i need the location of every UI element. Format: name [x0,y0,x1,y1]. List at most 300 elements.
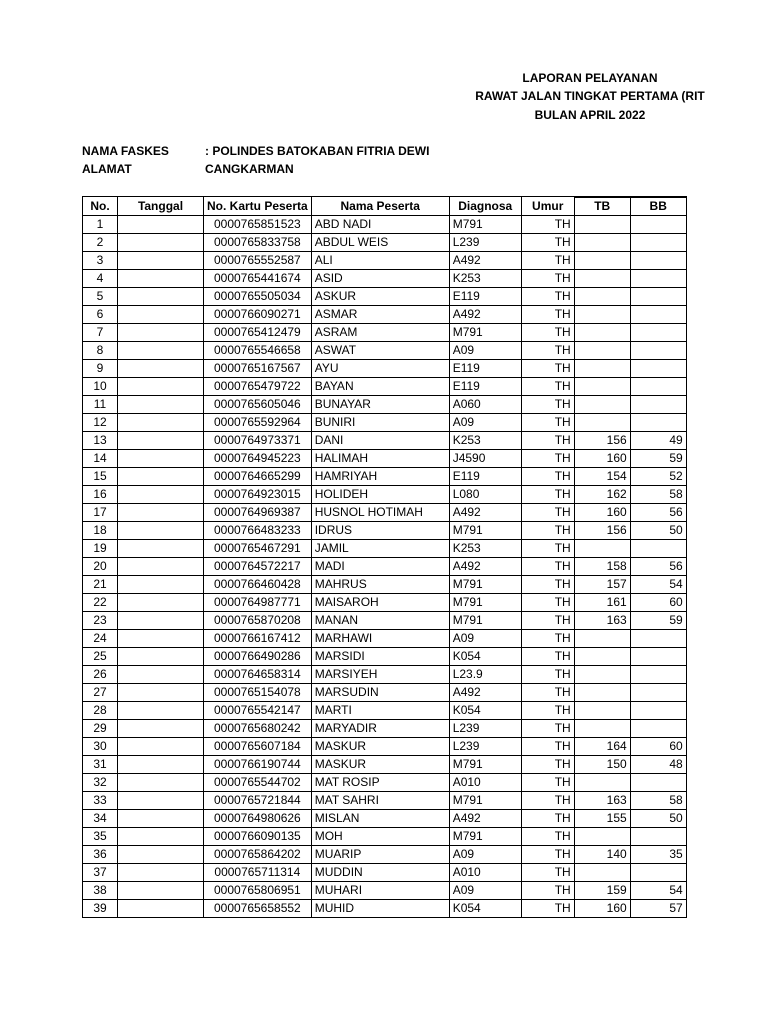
cell-nama: MARSIDI [311,648,449,666]
cell-bb [630,540,686,558]
cell-no: 14 [83,450,118,468]
cell-tb: 140 [574,846,630,864]
cell-tb [574,864,630,882]
cell-nama: DANI [311,432,449,450]
cell-diagnosa: K253 [449,432,521,450]
cell-diagnosa: M791 [449,792,521,810]
table-row [83,396,687,414]
cell-diagnosa: K054 [449,702,521,720]
cell-no: 5 [83,288,118,306]
cell-diagnosa: A010 [449,774,521,792]
cell-umur: TH [521,504,574,522]
table-row [83,342,687,360]
cell-tanggal [118,216,204,234]
cell-umur: TH [521,558,574,576]
cell-diagnosa: M791 [449,522,521,540]
cell-tb: 150 [574,756,630,774]
cell-umur: TH [521,378,574,396]
table-row [83,252,687,270]
cell-diagnosa: A09 [449,414,521,432]
cell-bb [630,720,686,738]
table-row [83,576,687,594]
cell-kartu: 0000766090271 [204,306,312,324]
cell-nama: MAT ROSIP [311,774,449,792]
cell-kartu: 0000765605046 [204,396,312,414]
cell-no: 23 [83,612,118,630]
cell-tanggal [118,558,204,576]
cell-umur: TH [521,324,574,342]
cell-kartu: 0000765870208 [204,612,312,630]
cell-tanggal [118,270,204,288]
cell-umur: TH [521,684,574,702]
cell-tanggal [118,522,204,540]
table-row [83,450,687,468]
cell-bb [630,324,686,342]
cell-nama: MARSUDIN [311,684,449,702]
cell-no: 34 [83,810,118,828]
cell-bb [630,342,686,360]
cell-nama: MISLAN [311,810,449,828]
table-row [83,630,687,648]
cell-umur: TH [521,540,574,558]
cell-bb: 58 [630,486,686,504]
cell-kartu: 0000765505034 [204,288,312,306]
cell-tanggal [118,738,204,756]
cell-bb [630,666,686,684]
cell-nama: MARHAWI [311,630,449,648]
cell-bb: 54 [630,576,686,594]
header-no: No. [83,197,118,216]
cell-tanggal [118,342,204,360]
alamat-value: CANGKARMAN [205,162,294,176]
cell-no: 18 [83,522,118,540]
faskes-label: NAMA FASKES [82,144,169,158]
cell-nama: MASKUR [311,738,449,756]
cell-nama: MARSIYEH [311,666,449,684]
cell-umur: TH [521,666,574,684]
cell-bb [630,828,686,846]
cell-tb [574,414,630,432]
table-row [83,612,687,630]
table-row [83,378,687,396]
cell-diagnosa: A492 [449,306,521,324]
cell-bb [630,774,686,792]
cell-tb: 161 [574,594,630,612]
cell-diagnosa: M791 [449,576,521,594]
cell-bb [630,378,686,396]
cell-tb [574,684,630,702]
cell-bb: 35 [630,846,686,864]
cell-nama: AYU [311,360,449,378]
cell-tanggal [118,468,204,486]
cell-umur: TH [521,720,574,738]
cell-diagnosa: M791 [449,612,521,630]
report-body [83,216,687,918]
cell-tanggal [118,576,204,594]
cell-no: 25 [83,648,118,666]
cell-no: 21 [83,576,118,594]
cell-tb: 162 [574,486,630,504]
cell-kartu: 0000765851523 [204,216,312,234]
cell-umur: TH [521,792,574,810]
cell-umur: TH [521,576,574,594]
table-row [83,684,687,702]
cell-tb [574,324,630,342]
cell-no: 8 [83,342,118,360]
cell-kartu: 0000765546658 [204,342,312,360]
cell-bb [630,234,686,252]
cell-no: 4 [83,270,118,288]
cell-bb: 54 [630,882,686,900]
cell-nama: MASKUR [311,756,449,774]
cell-bb: 48 [630,756,686,774]
table-row [83,432,687,450]
cell-umur: TH [521,414,574,432]
cell-tb: 160 [574,504,630,522]
cell-no: 24 [83,630,118,648]
cell-bb: 58 [630,792,686,810]
cell-kartu: 0000764665299 [204,468,312,486]
header-bb: BB [630,198,686,216]
cell-bb [630,396,686,414]
report-title: LAPORAN PELAYANAN [522,71,658,85]
cell-diagnosa: A09 [449,342,521,360]
cell-kartu: 0000766490286 [204,648,312,666]
cell-tb [574,648,630,666]
cell-kartu: 0000765467291 [204,540,312,558]
cell-no: 17 [83,504,118,522]
cell-kartu: 0000765154078 [204,684,312,702]
cell-diagnosa: A09 [449,846,521,864]
table-row [83,306,687,324]
table-row [83,648,687,666]
cell-tb: 163 [574,792,630,810]
table-row [83,504,687,522]
cell-umur: TH [521,342,574,360]
cell-umur: TH [521,774,574,792]
cell-tanggal [118,378,204,396]
cell-nama: HALIMAH [311,450,449,468]
table-row [83,270,687,288]
cell-no: 33 [83,792,118,810]
cell-bb [630,864,686,882]
cell-diagnosa: K054 [449,900,521,918]
header-diagnosa: Diagnosa [449,197,521,216]
cell-no: 11 [83,396,118,414]
cell-nama: MOH [311,828,449,846]
cell-kartu: 0000764973371 [204,432,312,450]
cell-umur: TH [521,288,574,306]
cell-bb: 56 [630,558,686,576]
cell-nama: ASMAR [311,306,449,324]
cell-nama: ABD NADI [311,216,449,234]
cell-tb [574,540,630,558]
cell-kartu: 0000765680242 [204,720,312,738]
cell-tanggal [118,900,204,918]
cell-no: 19 [83,540,118,558]
cell-umur: TH [521,396,574,414]
table-row [83,540,687,558]
cell-tb: 160 [574,450,630,468]
cell-diagnosa: J4590 [449,450,521,468]
cell-umur: TH [521,612,574,630]
cell-tanggal [118,846,204,864]
cell-nama: HOLIDEH [311,486,449,504]
cell-tb [574,666,630,684]
cell-tanggal [118,360,204,378]
cell-tb [574,216,630,234]
cell-tanggal [118,324,204,342]
cell-tb [574,702,630,720]
cell-umur: TH [521,702,574,720]
cell-tanggal [118,450,204,468]
cell-tanggal [118,396,204,414]
cell-umur: TH [521,846,574,864]
cell-tanggal [118,234,204,252]
cell-umur: TH [521,216,574,234]
cell-no: 26 [83,666,118,684]
cell-umur: TH [521,648,574,666]
table-row [83,486,687,504]
cell-umur: TH [521,630,574,648]
cell-no: 29 [83,720,118,738]
cell-bb [630,252,686,270]
table-row [83,792,687,810]
cell-bb [630,684,686,702]
cell-nama: BUNIRI [311,414,449,432]
cell-bb: 60 [630,738,686,756]
cell-bb [630,216,686,234]
cell-tb: 160 [574,900,630,918]
table-row [83,882,687,900]
cell-bb: 50 [630,522,686,540]
cell-diagnosa: A492 [449,810,521,828]
cell-nama: ASID [311,270,449,288]
cell-umur: TH [521,468,574,486]
cell-kartu: 0000765544702 [204,774,312,792]
cell-bb: 49 [630,432,686,450]
cell-nama: JAMIL [311,540,449,558]
cell-tb [574,234,630,252]
cell-no: 32 [83,774,118,792]
cell-tb [574,360,630,378]
cell-nama: HUSNOL HOTIMAH [311,504,449,522]
cell-tanggal [118,792,204,810]
cell-nama: MAISAROH [311,594,449,612]
cell-bb [630,630,686,648]
cell-diagnosa: A060 [449,396,521,414]
cell-bb [630,648,686,666]
cell-bb [630,288,686,306]
cell-diagnosa: M791 [449,324,521,342]
cell-tanggal [118,486,204,504]
cell-bb: 60 [630,594,686,612]
cell-nama: ALI [311,252,449,270]
cell-tb: 164 [574,738,630,756]
cell-no: 35 [83,828,118,846]
cell-nama: IDRUS [311,522,449,540]
table-row [83,846,687,864]
cell-nama: MUHARI [311,882,449,900]
cell-no: 2 [83,234,118,252]
cell-tb [574,306,630,324]
faskes-value: : POLINDES BATOKABAN FITRIA DEWI [205,144,430,158]
table-row [83,810,687,828]
cell-nama: MANAN [311,612,449,630]
cell-diagnosa: M791 [449,594,521,612]
cell-no: 36 [83,846,118,864]
cell-kartu: 0000765592964 [204,414,312,432]
cell-kartu: 0000766483233 [204,522,312,540]
cell-kartu: 0000765542147 [204,702,312,720]
cell-diagnosa: A492 [449,684,521,702]
cell-no: 16 [83,486,118,504]
cell-bb [630,306,686,324]
cell-tb [574,288,630,306]
table-row [83,324,687,342]
cell-bb [630,270,686,288]
cell-tb [574,774,630,792]
table-row [83,468,687,486]
cell-diagnosa: E119 [449,468,521,486]
table-row [83,864,687,882]
table-row [83,594,687,612]
cell-kartu: 0000764980626 [204,810,312,828]
cell-no: 28 [83,702,118,720]
cell-tanggal [118,540,204,558]
cell-kartu: 0000765721844 [204,792,312,810]
cell-nama: MARYADIR [311,720,449,738]
cell-nama: MUARIP [311,846,449,864]
table-row [83,234,687,252]
table-row [83,900,687,918]
cell-no: 20 [83,558,118,576]
cell-no: 6 [83,306,118,324]
cell-kartu: 0000765167567 [204,360,312,378]
cell-no: 3 [83,252,118,270]
cell-diagnosa: A492 [449,504,521,522]
cell-umur: TH [521,486,574,504]
cell-diagnosa: K253 [449,540,521,558]
cell-bb: 57 [630,900,686,918]
cell-no: 38 [83,882,118,900]
cell-kartu: 0000765711314 [204,864,312,882]
cell-tb: 163 [574,612,630,630]
cell-kartu: 0000765833758 [204,234,312,252]
cell-tb [574,828,630,846]
cell-kartu: 0000765412479 [204,324,312,342]
cell-tanggal [118,684,204,702]
cell-diagnosa: L23.9 [449,666,521,684]
cell-diagnosa: K253 [449,270,521,288]
cell-nama: ASKUR [311,288,449,306]
cell-tanggal [118,288,204,306]
header-tb: TB [574,198,630,216]
cell-umur: TH [521,756,574,774]
cell-tanggal [118,720,204,738]
cell-umur: TH [521,594,574,612]
cell-kartu: 0000764945223 [204,450,312,468]
table-row [83,360,687,378]
cell-nama: HAMRIYAH [311,468,449,486]
table-row [83,216,687,234]
cell-kartu: 0000766460428 [204,576,312,594]
cell-diagnosa: A010 [449,864,521,882]
cell-diagnosa: M791 [449,828,521,846]
cell-kartu: 0000766167412 [204,630,312,648]
cell-nama: ABDUL WEIS [311,234,449,252]
cell-umur: TH [521,270,574,288]
cell-kartu: 0000765658552 [204,900,312,918]
cell-tanggal [118,648,204,666]
cell-kartu: 0000764969387 [204,504,312,522]
cell-diagnosa: A492 [449,558,521,576]
cell-tanggal [118,306,204,324]
cell-tb: 159 [574,882,630,900]
table-row [83,414,687,432]
cell-tb: 157 [574,576,630,594]
cell-no: 31 [83,756,118,774]
cell-no: 10 [83,378,118,396]
cell-diagnosa: A09 [449,882,521,900]
cell-nama: MADI [311,558,449,576]
cell-umur: TH [521,828,574,846]
cell-bb: 50 [630,810,686,828]
cell-nama: MAHRUS [311,576,449,594]
cell-nama: MUHID [311,900,449,918]
cell-nama: BAYAN [311,378,449,396]
table-row [83,522,687,540]
cell-tanggal [118,756,204,774]
cell-diagnosa: M791 [449,216,521,234]
cell-tanggal [118,594,204,612]
cell-kartu: 0000765552587 [204,252,312,270]
cell-no: 30 [83,738,118,756]
cell-tb [574,342,630,360]
cell-no: 9 [83,360,118,378]
cell-tb: 158 [574,558,630,576]
cell-kartu: 0000765479722 [204,378,312,396]
cell-diagnosa: M791 [449,756,521,774]
cell-tanggal [118,666,204,684]
cell-umur: TH [521,360,574,378]
cell-bb: 52 [630,468,686,486]
cell-tb [574,720,630,738]
table-row [83,774,687,792]
cell-no: 7 [83,324,118,342]
cell-nama: BUNAYAR [311,396,449,414]
cell-diagnosa: L239 [449,738,521,756]
cell-nama: MUDDIN [311,864,449,882]
cell-diagnosa: K054 [449,648,521,666]
cell-nama: MAT SAHRI [311,792,449,810]
header-kartu: No. Kartu Peserta [204,197,312,216]
cell-tb: 156 [574,522,630,540]
cell-tanggal [118,882,204,900]
table-row [83,702,687,720]
cell-nama: ASWAT [311,342,449,360]
cell-tanggal [118,864,204,882]
cell-tanggal [118,774,204,792]
alamat-label: ALAMAT [82,162,132,176]
header-tanggal: Tanggal [118,197,204,216]
cell-umur: TH [521,882,574,900]
cell-tanggal [118,612,204,630]
cell-no: 15 [83,468,118,486]
cell-tanggal [118,432,204,450]
cell-tanggal [118,504,204,522]
cell-tanggal [118,252,204,270]
